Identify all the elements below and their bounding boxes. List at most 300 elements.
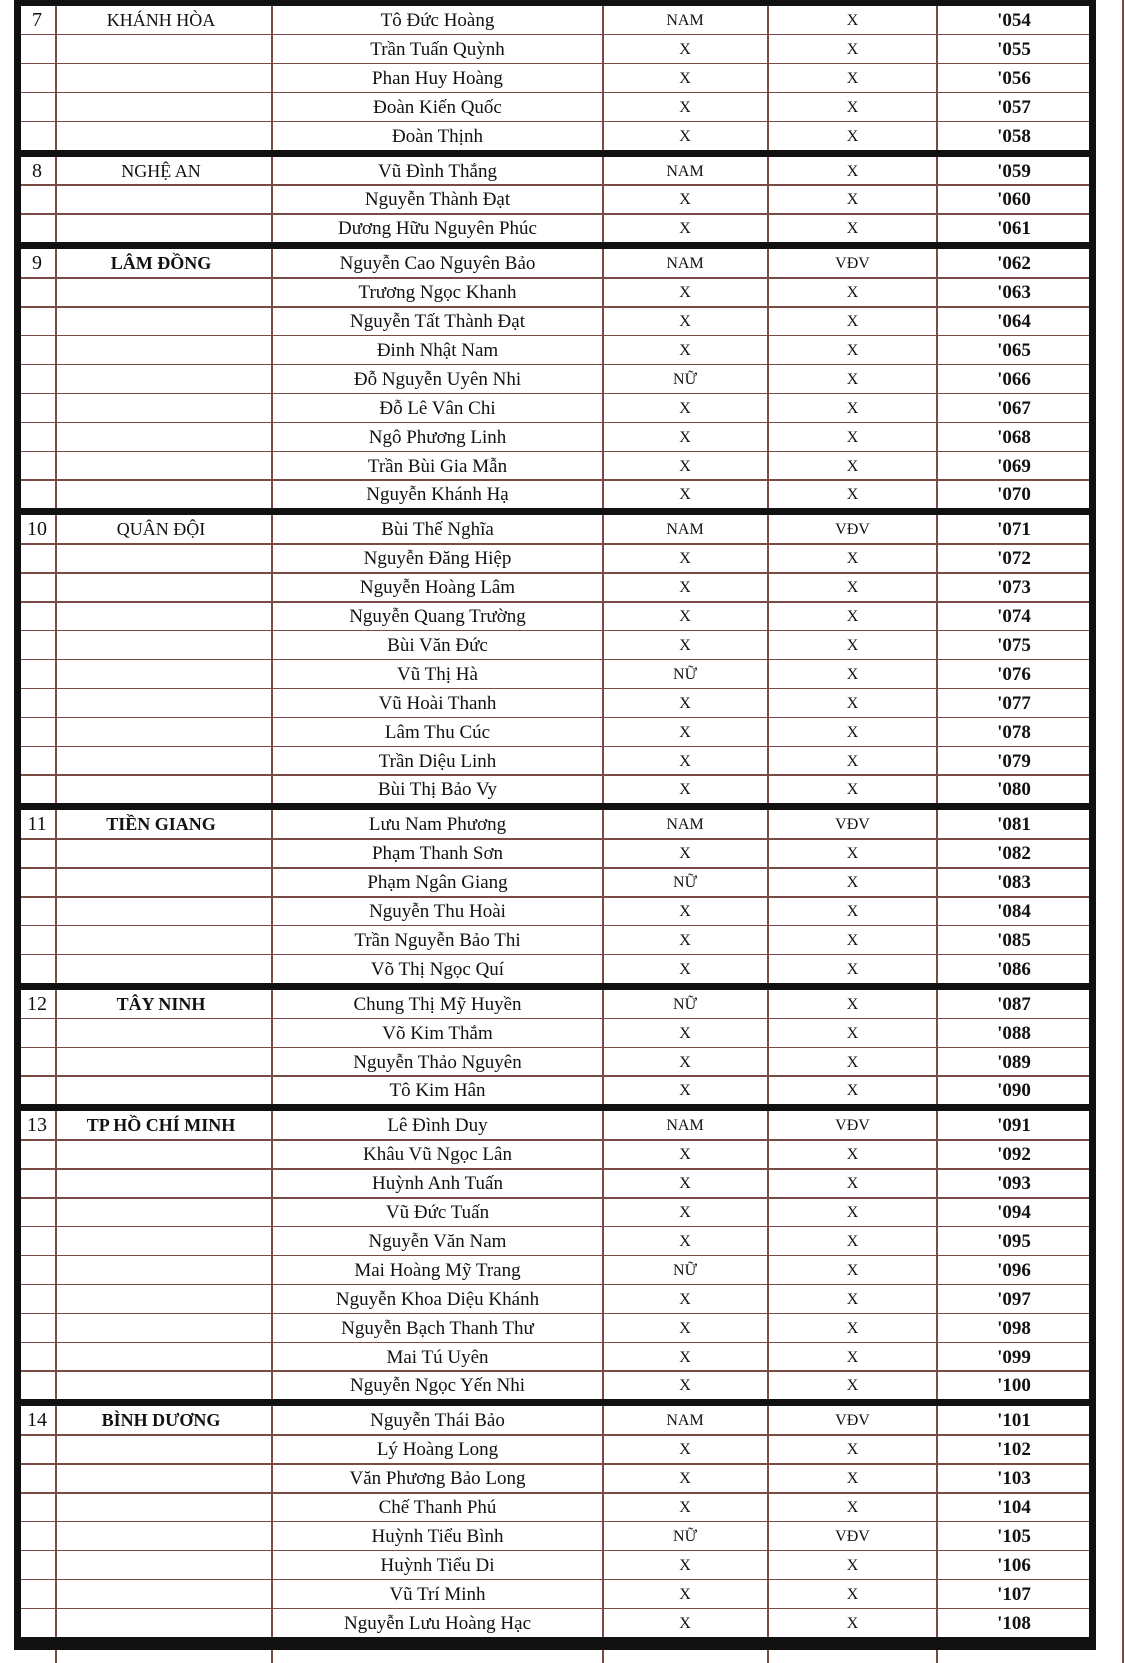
gender-cell: NỮ — [673, 1261, 697, 1279]
table-row — [0, 602, 1125, 631]
bib-number: '099 — [997, 1346, 1031, 1368]
athlete-name: Mai Hoàng Mỹ Trang — [354, 1259, 521, 1281]
role-cell: X — [846, 845, 859, 863]
athlete-name: Nguyễn Bạch Thanh Thư — [341, 1317, 534, 1339]
athlete-name: Võ Thị Ngọc Quí — [370, 958, 505, 980]
bib-number: '102 — [997, 1439, 1031, 1461]
gender-cell: X — [679, 723, 691, 741]
athlete-name: Đỗ Lê Vân Chi — [379, 397, 496, 419]
role-cell: X — [846, 1348, 859, 1366]
role-cell: X — [846, 428, 859, 446]
athlete-name: Bùi Thế Nghĩa — [381, 519, 494, 541]
role-cell: VĐV — [835, 1117, 870, 1135]
gender-cell: X — [679, 752, 691, 770]
bib-number: '084 — [997, 901, 1031, 922]
group-separator — [14, 983, 1096, 990]
group-separator — [14, 150, 1096, 157]
athlete-name: Đỗ Nguyễn Uyên Nhi — [353, 368, 522, 390]
gender-cell: X — [679, 191, 691, 209]
bib-number: '065 — [997, 339, 1031, 361]
gender-cell: NAM — [666, 162, 704, 180]
role-cell: X — [846, 550, 859, 568]
gender-cell: X — [679, 313, 691, 330]
gender-cell: X — [679, 1232, 691, 1250]
bib-number: '069 — [997, 455, 1031, 477]
gender-cell: X — [679, 1146, 691, 1164]
bib-number: '095 — [997, 1230, 1031, 1252]
table-row — [0, 185, 1125, 214]
gender-cell: NỮ — [673, 874, 697, 892]
bib-number: '071 — [997, 519, 1031, 541]
role-cell: VĐV — [835, 1527, 870, 1545]
bib-number: '074 — [997, 606, 1031, 627]
table-row — [0, 868, 1125, 897]
table-row — [0, 278, 1125, 307]
bib-number: '087 — [997, 993, 1031, 1015]
table-row — [0, 1522, 1125, 1551]
bib-number: '079 — [997, 750, 1031, 772]
table-row — [0, 1111, 1125, 1140]
athlete-name: Tô Đức Hoàng — [380, 10, 495, 31]
table-row — [0, 1464, 1125, 1493]
table-row — [0, 307, 1125, 336]
role-cell: X — [846, 995, 859, 1013]
athlete-name: Nguyễn Tất Thành Đạt — [349, 311, 525, 332]
table-row — [0, 249, 1125, 278]
table-row — [0, 35, 1125, 64]
athlete-name: Trần Nguyễn Bảo Thi — [354, 929, 521, 951]
bib-number: '085 — [997, 929, 1031, 951]
athlete-name: Vũ Hoài Thanh — [378, 692, 497, 714]
group-number: 9 — [32, 252, 42, 275]
bib-number: '078 — [997, 721, 1031, 743]
role-cell: X — [846, 1556, 859, 1574]
bib-number: '096 — [997, 1259, 1031, 1281]
role-cell: X — [846, 313, 859, 330]
athlete-name: Trần Bùi Gia Mẫn — [367, 455, 508, 477]
table-row — [0, 93, 1125, 122]
bib-number: '088 — [997, 1022, 1031, 1044]
bib-number: '086 — [997, 958, 1031, 980]
bib-number: '056 — [997, 67, 1031, 89]
gender-cell: NỮ — [673, 665, 697, 683]
role-cell: X — [846, 370, 859, 388]
gender-cell: NỮ — [673, 370, 697, 388]
table-row — [0, 1140, 1125, 1169]
gender-cell: X — [679, 1053, 691, 1071]
unit-name: NGHỆ AN — [121, 160, 201, 181]
gender-cell: X — [679, 1175, 691, 1193]
athlete-name: Phan Huy Hoàng — [372, 67, 503, 89]
role-cell: X — [846, 1146, 859, 1164]
athlete-name: Vũ Thị Hà — [397, 663, 478, 685]
table-row — [0, 660, 1125, 689]
group-number: 7 — [32, 9, 42, 31]
table-row — [0, 839, 1125, 868]
role-cell: X — [846, 399, 859, 417]
gender-cell: X — [679, 1470, 691, 1488]
athlete-name: Mai Tú Uyên — [386, 1346, 489, 1368]
role-cell: X — [846, 457, 859, 475]
athlete-name: Huỳnh Tiểu Di — [380, 1554, 495, 1576]
role-cell: X — [846, 191, 859, 209]
table-row — [0, 336, 1125, 365]
group-number: 10 — [27, 518, 47, 541]
athlete-name: Chung Thị Mỹ Huyền — [353, 993, 522, 1015]
athlete-name: Nguyễn Khánh Hạ — [366, 484, 509, 506]
athlete-name: Vũ Đình Thắng — [378, 160, 497, 182]
athlete-name: Chế Thanh Phú — [378, 1497, 497, 1518]
gender-cell: X — [679, 341, 691, 359]
bib-number: '106 — [997, 1554, 1031, 1576]
role-cell: X — [846, 903, 859, 920]
gender-cell: X — [679, 98, 691, 116]
bib-number: '098 — [997, 1317, 1031, 1339]
athlete-name: Nguyễn Cao Nguyên Bảo — [339, 253, 536, 275]
unit-name: KHÁNH HÒA — [106, 10, 216, 30]
gender-cell: X — [679, 781, 691, 799]
table-row — [0, 1580, 1125, 1609]
table-row — [0, 214, 1125, 243]
athlete-name: Trương Ngọc Khanh — [358, 282, 517, 304]
bib-number: '061 — [997, 218, 1031, 240]
role-cell: X — [846, 1377, 859, 1395]
athlete-name: Nguyễn Thành Đạt — [364, 189, 511, 211]
role-cell: X — [846, 127, 859, 145]
gender-cell: NAM — [666, 816, 704, 834]
bib-number: '097 — [997, 1288, 1031, 1310]
gender-cell: X — [679, 1348, 691, 1366]
gender-cell: X — [679, 1082, 691, 1100]
bib-number: '076 — [997, 663, 1031, 685]
role-cell: X — [846, 723, 859, 741]
gender-cell: X — [679, 1614, 691, 1632]
bib-number: '107 — [997, 1583, 1031, 1605]
role-cell: X — [846, 1024, 859, 1042]
bib-number: '064 — [997, 311, 1031, 332]
table-row — [0, 1198, 1125, 1227]
table-row — [0, 810, 1125, 839]
table-row — [0, 1256, 1125, 1285]
athlete-name: Nguyễn Thái Bảo — [370, 1410, 505, 1432]
athlete-name: Lý Hoàng Long — [376, 1439, 499, 1461]
gender-cell: X — [679, 1585, 691, 1603]
bib-number: '100 — [997, 1375, 1031, 1397]
role-cell: X — [846, 1614, 859, 1632]
role-cell: X — [846, 1053, 859, 1071]
bib-number: '055 — [997, 38, 1031, 60]
gender-cell: X — [679, 428, 691, 446]
group-separator — [14, 1104, 1096, 1111]
athlete-name: Ngô Phương Linh — [368, 426, 507, 448]
gender-cell: X — [679, 127, 691, 145]
table-row — [0, 515, 1125, 544]
role-cell: X — [846, 665, 859, 683]
unit-name: LÂM ĐỒNG — [110, 253, 212, 274]
athlete-name: Đoàn Kiến Quốc — [373, 96, 502, 118]
gender-cell: X — [679, 608, 691, 625]
table-border-right — [1089, 0, 1096, 1650]
role-cell: X — [846, 1232, 859, 1250]
bib-number: '075 — [997, 634, 1031, 656]
bib-number: '072 — [997, 548, 1031, 570]
table-row — [0, 1019, 1125, 1048]
gender-cell: X — [679, 1377, 691, 1395]
bib-number: '104 — [997, 1497, 1031, 1518]
table-row — [0, 897, 1125, 926]
table-row — [0, 122, 1125, 151]
athlete-name: Đoàn Thịnh — [392, 125, 483, 147]
role-cell: X — [846, 1175, 859, 1193]
gender-cell: X — [679, 960, 691, 978]
gender-cell: NAM — [666, 255, 704, 273]
table-row — [0, 1076, 1125, 1105]
group-separator — [14, 508, 1096, 515]
bib-number: '082 — [997, 843, 1031, 865]
role-cell: X — [846, 486, 859, 504]
group-separator — [14, 1399, 1096, 1406]
bib-number: '063 — [997, 282, 1031, 304]
gender-cell: X — [679, 457, 691, 475]
table-border-bottom — [14, 1643, 1096, 1650]
athlete-name: Nguyễn Thu Hoài — [369, 901, 506, 922]
athlete-name: Phạm Thanh Sơn — [371, 843, 504, 865]
athlete-name: Huỳnh Tiểu Bình — [371, 1525, 504, 1547]
table-row — [0, 1406, 1125, 1435]
athlete-name: Võ Kim Thắm — [382, 1022, 493, 1044]
gender-cell: X — [679, 1441, 691, 1459]
role-cell: X — [846, 12, 859, 29]
bib-number: '091 — [997, 1115, 1031, 1137]
role-cell: X — [846, 1585, 859, 1603]
bib-number: '058 — [997, 125, 1031, 147]
group-number: 8 — [32, 159, 42, 182]
group-number: 11 — [27, 813, 47, 836]
bib-number: '062 — [997, 253, 1031, 275]
bib-number: '067 — [997, 397, 1031, 419]
bib-number: '083 — [997, 872, 1031, 894]
table-row — [0, 718, 1125, 747]
athlete-name: Nguyễn Đăng Hiệp — [363, 548, 512, 570]
athlete-name: Nguyễn Hoàng Lâm — [359, 577, 516, 599]
role-cell: X — [846, 931, 859, 949]
gender-cell: NAM — [666, 1412, 704, 1430]
table-row — [0, 394, 1125, 423]
gender-cell: X — [679, 399, 691, 417]
table-row — [0, 1493, 1125, 1522]
gender-cell: NAM — [666, 12, 704, 29]
athlete-name: Khâu Vũ Ngọc Lân — [363, 1144, 512, 1166]
bib-number: '068 — [997, 426, 1031, 448]
bib-number: '103 — [997, 1468, 1031, 1490]
athlete-name: Trần Tuấn Quỳnh — [370, 38, 505, 60]
role-cell: X — [846, 636, 859, 654]
athlete-name: Vũ Trí Minh — [389, 1583, 486, 1605]
table-row — [0, 926, 1125, 955]
gender-cell: X — [679, 40, 691, 58]
gender-cell: X — [679, 69, 691, 87]
bib-number: '094 — [997, 1202, 1031, 1223]
bib-number: '080 — [997, 779, 1031, 801]
table-row — [0, 573, 1125, 602]
athlete-name: Trần Diệu Linh — [378, 750, 497, 772]
role-cell: X — [846, 341, 859, 359]
athlete-name: Lâm Thu Cúc — [384, 721, 491, 743]
athlete-name: Bùi Thị Bảo Vy — [377, 779, 498, 801]
table-row — [0, 955, 1125, 984]
bib-number: '101 — [997, 1410, 1031, 1432]
gender-cell: X — [679, 1499, 691, 1516]
athlete-name: Nguyễn Khoa Diệu Khánh — [335, 1288, 540, 1310]
athlete-name: Nguyễn Văn Nam — [368, 1230, 507, 1252]
bib-number: '092 — [997, 1144, 1031, 1166]
unit-name: BÌNH DƯƠNG — [101, 1410, 221, 1431]
role-cell: X — [846, 579, 859, 597]
role-cell: X — [846, 162, 859, 180]
role-cell: X — [846, 40, 859, 58]
bib-number: '077 — [997, 692, 1031, 714]
bib-number: '108 — [997, 1612, 1031, 1634]
role-cell: X — [846, 98, 859, 116]
table-row — [0, 1227, 1125, 1256]
athlete-name: Dương Hữu Nguyên Phúc — [338, 218, 537, 240]
gender-cell: X — [679, 636, 691, 654]
role-cell: X — [846, 1261, 859, 1279]
role-cell: X — [846, 220, 859, 238]
table-row — [0, 1371, 1125, 1400]
bib-number: '057 — [997, 96, 1031, 118]
athlete-name: Huỳnh Anh Tuấn — [372, 1173, 503, 1195]
gender-cell: X — [679, 931, 691, 949]
table-row — [0, 452, 1125, 481]
table-row — [0, 747, 1125, 776]
athlete-name: Lưu Nam Phương — [368, 814, 507, 836]
table-row — [0, 1551, 1125, 1580]
table-row — [0, 1048, 1125, 1077]
gender-cell: X — [679, 903, 691, 920]
bib-number: '066 — [997, 368, 1031, 390]
group-number: 13 — [27, 1114, 47, 1137]
gender-cell: NAM — [666, 1117, 704, 1135]
athlete-name: Bùi Văn Đức — [387, 634, 488, 656]
role-cell: X — [846, 781, 859, 799]
gender-cell: X — [679, 284, 691, 302]
table-row — [0, 64, 1125, 93]
role-cell: X — [846, 69, 859, 87]
table-row — [0, 423, 1125, 452]
table-row — [0, 1343, 1125, 1372]
role-cell: VĐV — [835, 816, 870, 834]
bib-number: '105 — [997, 1525, 1031, 1547]
unit-name: QUÂN ĐỘI — [116, 519, 206, 540]
table-row — [0, 6, 1125, 35]
group-number: 14 — [27, 1409, 47, 1432]
bib-number: '060 — [997, 189, 1031, 211]
role-cell: X — [846, 1319, 859, 1337]
role-cell: X — [846, 284, 859, 302]
bib-number: '054 — [997, 10, 1031, 31]
bib-number: '093 — [997, 1173, 1031, 1195]
gender-cell: X — [679, 694, 691, 712]
table-border-left — [14, 0, 21, 1650]
role-cell: X — [846, 1082, 859, 1100]
table-row — [0, 544, 1125, 573]
role-cell: VĐV — [835, 1412, 870, 1430]
unit-name: TÂY NINH — [116, 993, 206, 1014]
athlete-name: Nguyễn Thảo Nguyên — [353, 1051, 522, 1073]
group-separator — [14, 242, 1096, 249]
role-cell: VĐV — [835, 521, 870, 539]
athlete-name: Tô Kim Hân — [389, 1080, 486, 1102]
gender-cell: X — [679, 550, 691, 568]
athlete-name: Nguyễn Ngọc Yến Nhi — [349, 1375, 525, 1397]
bib-number: '089 — [997, 1051, 1031, 1073]
bib-number: '090 — [997, 1080, 1031, 1102]
table-row — [0, 1285, 1125, 1314]
athlete-name: Phạm Ngân Giang — [367, 872, 508, 894]
table-row — [0, 990, 1125, 1019]
bib-number: '081 — [997, 814, 1031, 836]
athlete-name: Lê Đình Duy — [387, 1115, 488, 1137]
role-cell: X — [846, 1470, 859, 1488]
role-cell: VĐV — [835, 255, 870, 273]
unit-name: TP HỒ CHÍ MINH — [86, 1115, 236, 1136]
gender-cell: X — [679, 579, 691, 597]
athlete-name: Nguyễn Quang Trường — [349, 606, 526, 627]
gender-cell: NỮ — [673, 1527, 697, 1545]
gender-cell: X — [679, 220, 691, 238]
role-cell: X — [846, 1441, 859, 1459]
athlete-name: Vũ Đức Tuấn — [385, 1202, 490, 1223]
table-row — [0, 1435, 1125, 1464]
table-row — [0, 1314, 1125, 1343]
table-row — [0, 157, 1125, 186]
bib-number: '073 — [997, 577, 1031, 599]
role-cell: X — [846, 1290, 859, 1308]
table-row — [0, 480, 1125, 509]
role-cell: X — [846, 694, 859, 712]
table-row — [0, 631, 1125, 660]
group-number: 12 — [27, 992, 47, 1015]
gender-cell: X — [679, 845, 691, 863]
role-cell: X — [846, 752, 859, 770]
table-row — [0, 775, 1125, 804]
role-cell: X — [846, 960, 859, 978]
athlete-name: Nguyễn Lưu Hoàng Hạc — [343, 1612, 532, 1634]
bib-number: '070 — [997, 484, 1031, 506]
athlete-name: Văn Phương Bảo Long — [349, 1468, 526, 1490]
gender-cell: X — [679, 1319, 691, 1337]
table-row — [0, 1609, 1125, 1638]
group-separator — [14, 803, 1096, 810]
role-cell: X — [846, 1499, 859, 1516]
gender-cell: X — [679, 1556, 691, 1574]
role-cell: X — [846, 1204, 859, 1221]
gender-cell: X — [679, 1204, 691, 1221]
gender-cell: X — [679, 1024, 691, 1042]
table-row — [0, 689, 1125, 718]
role-cell: X — [846, 608, 859, 625]
unit-name: TIỀN GIANG — [106, 814, 216, 835]
gender-cell: NAM — [666, 521, 704, 539]
table-row — [0, 1169, 1125, 1198]
role-cell: X — [846, 874, 859, 892]
athlete-name: Đinh Nhật Nam — [376, 339, 499, 361]
table-row — [0, 365, 1125, 394]
gender-cell: X — [679, 1290, 691, 1308]
bib-number: '059 — [997, 160, 1031, 182]
gender-cell: NỮ — [673, 995, 697, 1013]
